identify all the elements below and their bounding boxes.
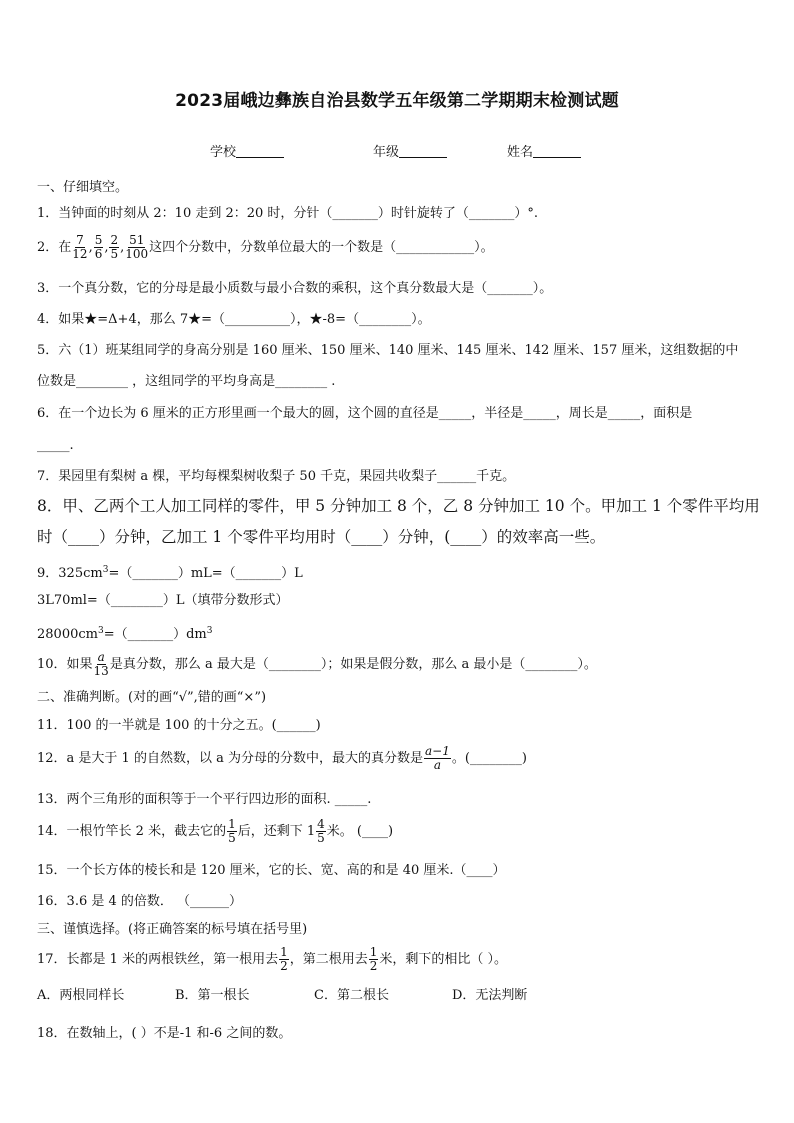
question-10: 10．如果 $\frac{a}{13}$ 是真分数，那么 a 最大是（________）；如果是假分数，那么 a 最小是（________）。 [37,650,597,678]
question-9-line-2: 3L70ml=（________）L（填带分数形式） [37,593,289,608]
fraction: $\frac{5}{6}$ [94,233,103,261]
fraction: $\frac{a}{13}$ [93,650,109,678]
name-blank[interactable] [533,145,581,158]
name-field [507,141,581,160]
option-a[interactable]: A．两根同样长 [37,988,125,1003]
question-14: 14．一根竹竿长 2 米，截去它的 $\frac{1}{5}$ 后，还剩下 1 $\frac{4}{5}$ 米。 (____) [37,817,394,845]
question-8-line-1: 8．甲、乙两个工人加工同样的零件，甲 5 分钟加工 8 个，乙 8 分钟加工 10 个。甲加工 1 个零件平均用 [37,497,760,515]
fraction: $\frac{a-1}{a}$ [424,744,450,772]
page-title: 2023届峨边彝族自治县数学五年级第二学期期末检测试题 [175,91,619,111]
fraction: $\frac{51}{100}$ [125,233,149,261]
name-label: 姓名 [507,145,534,160]
question-12: 12．a 是大于 1 的自然数，以 a 为分母的分数中，最大的真分数是 $\frac{a-1}{a}$ 。(________) [37,744,527,772]
question-7: 7．果园里有梨树 a 棵，平均每棵梨树收梨子 50 千克，果园共收梨子______千克。 [37,469,516,484]
fraction: $\frac{4}{5}$ [317,817,325,845]
fraction: $\frac{2}{5}$ [110,233,119,261]
fraction: $\frac{1}{2}$ [369,945,378,973]
question-4: 4．如果★=Δ+4，那么 7★=（__________），★-8=（________）。 [37,312,431,327]
school-field [210,141,284,160]
question-5-line-2: 位数是________ ，这组同学的平均身高是________ . [37,374,336,389]
question-5-line-1: 5．六（1）班某组同学的身高分别是 160 厘米、150 厘米、140 厘米、145 厘米、142 厘米、157 厘米，这组数据的中 [37,343,739,358]
section-heading-1: 一、仔细填空。 [37,180,129,195]
question-16: 16．3.6 是 4 的倍数． （______） [37,894,243,909]
grade-label: 年级 [373,145,400,160]
section-heading-2: 二、准确判断。(对的画“√”,错的画“×”) [37,690,267,705]
question-6-line-2: _____. [37,438,74,453]
question-9-line-3: $28000cm^3=(\_\_\_\_\_\_\_)dm^3$ [37,626,213,642]
section-heading-3: 三、谨慎选择。(将正确答案的标号填在括号里) [37,922,308,937]
option-d[interactable]: D．无法判断 [452,988,528,1003]
question-3: 3．一个真分数，它的分母是最小质数与最小合数的乘积，这个真分数最大是（_______）。 [37,281,553,296]
question-11: 11．100 的一半就是 100 的十分之五。(______) [37,718,321,733]
fraction: $\frac{7}{12}$ [72,233,88,261]
question-1: 1．当钟面的时刻从 2：10 走到 2：20 时，分针（_______）时针旋转了（_______）°. [37,206,539,221]
fraction: $\frac{1}{2}$ [280,945,288,973]
grade-field [373,141,447,160]
option-c[interactable]: C．第二根长 [314,988,389,1003]
school-blank[interactable] [236,145,284,158]
fraction: $\frac{1}{5}$ [228,817,236,845]
question-18: 18．在数轴上，( ）不是-1 和-6 之间的数。 [37,1026,292,1041]
question-17-options [37,986,527,1006]
question-15: 15．一个长方体的棱长和是 120 厘米，它的长、宽、高的和是 40 厘米.（____） [37,863,506,878]
question-8-line-2: 时（____）分钟，乙加工 1 个零件平均用时（____）分钟，(____）的效率高一些。 [37,528,606,546]
question-2: 2．在 $\frac{7}{12}$ , $\frac{5}{6}$ , $\frac{2}{5}$ , $\frac{51}{100}$ 这四个分数中，分数单位最大的一个数是（____________）。 [37,233,494,261]
school-label: 学校 [210,145,237,160]
question-6-line-1: 6．在一个边长为 6 厘米的正方形里画一个最大的圆，这个圆的直径是_____，半径是_____，周长是_____，面积是 [37,406,693,421]
question-9-line-1: 9．$325cm^3=(\_\_\_\_\_\_\_)mL=(\_\_\_\_\_\_\_)L$ [37,565,303,581]
option-b[interactable]: B．第一根长 [175,988,250,1003]
question-13: 13．两个三角形的面积等于一个平行四边形的面积. _____. [37,792,372,807]
question-17: 17．长都是 1 米的两根铁丝，第一根用去 $\frac{1}{2}$ ，第二根用去 $\frac{1}{2}$ 米，剩下的相比（ ）。 [37,945,508,973]
grade-blank[interactable] [399,145,447,158]
